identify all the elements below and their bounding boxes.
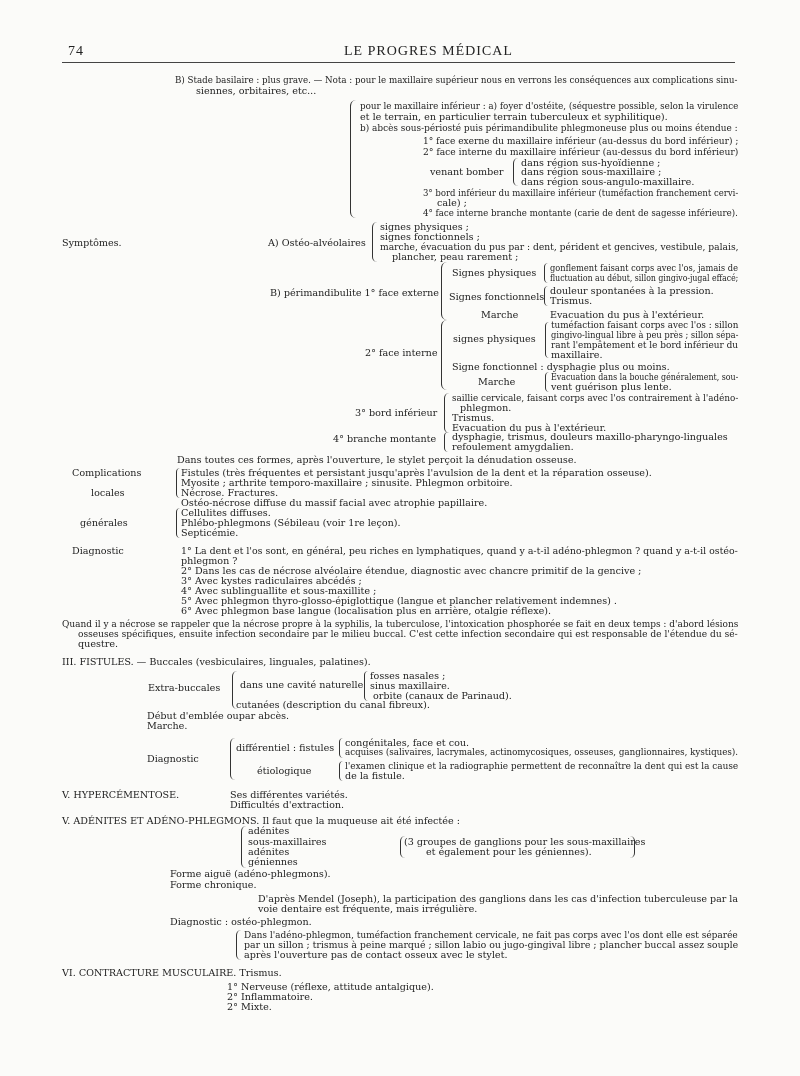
text-line: marche, évacuation du pus par : dent, pérident et gencives, vestibule, palais,	[380, 242, 739, 253]
text-line: phlegmon ?	[181, 556, 238, 567]
brace	[544, 263, 548, 283]
text-line: Nécrose. Fractures.	[181, 488, 279, 499]
brace	[350, 100, 356, 218]
text-line: douleur spontanées à la pression.	[550, 286, 714, 297]
brace	[339, 738, 343, 758]
text-line: refoulement amygdalien.	[452, 442, 574, 453]
text-line: fosses nasales ;	[370, 671, 446, 682]
text-line: dans région sous-angulo-maxillaire.	[521, 177, 695, 188]
text-line: géniennes	[248, 857, 298, 868]
brace	[230, 738, 235, 780]
text-line: gonflement faisant corps avec l'os, jamais de	[550, 263, 738, 274]
text-line: Symptômes.	[62, 238, 122, 249]
brace	[364, 671, 368, 701]
text-line: Forme chronique.	[170, 880, 257, 891]
brace	[241, 826, 246, 868]
text-line: générales	[80, 518, 128, 529]
text-line: Signes physiques	[452, 268, 537, 279]
text-line: siennes, orbitaires, etc...	[196, 86, 317, 97]
text-line: de la fistule.	[345, 771, 405, 782]
brace	[441, 262, 447, 320]
text-line: Signe fonctionnel : dysphagie plus ou moins.	[452, 362, 670, 373]
text-line: b) abcès sous-périosté puis périmandibulite phlegmoneuse plus ou moins étendue :	[360, 123, 738, 134]
text-line: acquises (salivaires, lacrymales, actinomycosiques, osseuses, ganglionnaires, kystiques).	[345, 747, 739, 758]
text-line: (3 groupes de ganglions pour les sous-maxillaires	[404, 837, 646, 848]
text-line: Septicémie.	[181, 528, 239, 539]
text-line: tuméfaction faisant corps avec l'os : sillon	[551, 320, 739, 331]
text-line: dans une cavité naturelle	[240, 680, 364, 691]
brace	[444, 393, 449, 433]
text-line: A) Ostéo-alvéolaires	[268, 238, 366, 249]
text-line: 2° Dans les cas de nécrose alvéolaire étendue, diagnostic avec chancre primitif de la gencive ;	[181, 566, 642, 577]
text-line: vent guérison plus lente.	[551, 382, 672, 393]
text-line: D'après Mendel (Joseph), la participation des ganglions dans les cas d'infection tuberculeuse par la	[258, 894, 739, 905]
text-line: Début d'emblée oupar abcès.	[147, 711, 290, 722]
text-line: Dans toutes ces formes, après l'ouverture, le stylet perçoit la dénudation osseuse.	[177, 455, 577, 466]
text-line: plancher, peau rarement ;	[392, 252, 519, 263]
text-line: B) périmandibulite 1° face externe	[270, 288, 439, 299]
brace	[176, 508, 180, 538]
text-line: VI. CONTRACTURE MUSCULAIRE. Trismus.	[62, 968, 282, 979]
text-line: Diagnostic	[72, 546, 124, 557]
text-line: fluctuation au début, sillon gingivo-jugal effacé;	[550, 273, 739, 284]
page-number: 74	[68, 44, 84, 59]
brace	[444, 432, 448, 452]
text-line: 1° La dent et l'os sont, en général, peu riches en lymphatiques, quand y a-t-il adéno-phlegmon ? quand y a-t-il ostéo-	[181, 546, 738, 557]
text-line: 5° Avec phlegmon thyro-glosso-épiglottique (langue et plancher relativement indemnes) .	[181, 596, 617, 607]
text-line: Evacuation dans la bouche généralement, sou-	[551, 372, 739, 383]
brace	[441, 320, 447, 390]
brace	[544, 286, 548, 306]
text-line: Marche	[478, 377, 516, 388]
text-line: Quand il y a nécrose se rappeler que la nécrose propre à la syphilis, la tuberculose, l'intoxication phosphorée se fait en deux temps : d'abord lésions	[62, 619, 739, 630]
text-line: 2° Inflammatoire.	[227, 992, 313, 1003]
text-line: 6° Avec phlegmon base langue (localisation plus en arrière, otalgie réflexe).	[181, 606, 552, 617]
running-title: LE PROGRES MÉDICAL	[344, 44, 513, 59]
text-line: Signes fonctionnels	[449, 292, 545, 303]
text-line: 3° Avec kystes radiculaires abcédés ;	[181, 576, 362, 587]
brace	[236, 930, 241, 960]
text-line: Diagnostic : ostéo-phlegmon.	[170, 917, 312, 928]
text-line: maxillaire.	[551, 350, 603, 361]
text-line: Cellulites diffuses.	[181, 508, 271, 519]
text-line: 3° bord inférieur	[355, 408, 438, 419]
text-line: osseuses spécifiques, ensuite infection secondaire par le milieu buccal. C'est cette infection secondaire qui est responsable de l'étendue du sé-	[78, 629, 738, 640]
text-line: dans région sous-maxillaire ;	[521, 167, 662, 178]
text-line: voie dentaire est fréquente, mais irrégulière.	[258, 904, 478, 915]
text-line: l'examen clinique et la radiographie permettent de reconnaître la dent qui est la cause	[345, 761, 739, 772]
text-line: 4° branche montante	[333, 434, 437, 445]
text-line: étiologique	[257, 766, 312, 777]
text-line: cutanées (description du canal fibreux).	[236, 700, 430, 711]
brace	[176, 468, 180, 498]
text-line: venant bomber	[430, 167, 504, 178]
text-line: locales	[91, 488, 125, 499]
text-line: Extra-buccales	[148, 683, 221, 694]
text-line: orbite (canaux de Parinaud).	[373, 691, 512, 702]
text-line: cale) ;	[437, 198, 467, 209]
text-line: et également pour les géniennes).	[426, 847, 592, 858]
text-line: Evacuation du pus à l'extérieur.	[550, 310, 705, 321]
text-line: adénites	[248, 826, 290, 837]
text-line: Evacuation du pus à l'extérieur.	[452, 423, 607, 434]
text-line: et le terrain, en particulier terrain tuberculeux et syphilitique).	[360, 112, 668, 123]
text-line: différentiel : fistules	[236, 743, 335, 754]
text-line: B) Stade basilaire : plus grave. — Nota : pour le maxillaire supérieur nous en verrons les conséquences aux complications sinu-	[175, 75, 738, 86]
text-line: saillie cervicale, faisant corps avec l'os contrairement à l'adéno-	[452, 393, 739, 404]
text-line: après l'ouverture pas de contact osseux avec le stylet.	[244, 950, 508, 961]
text-line: V. HYPERCÉMENTOSE.	[62, 790, 180, 801]
header-rule	[62, 62, 735, 63]
text-line: phlegmon.	[460, 403, 512, 414]
brace	[545, 322, 549, 358]
text-line: 4° face interne branche montante (carie de dent de sagesse inférieure).	[423, 208, 738, 219]
text-line: par un sillon ; trismus à peine marqué ; sillon labio ou jugo-gingival libre ; plancher buccal assez souple	[244, 940, 739, 951]
text-line: dans région sus-hyoïdienne ;	[521, 158, 661, 169]
text-line: questre.	[78, 639, 119, 650]
text-line: 4° Avec sublinguallite et sous-maxillite ;	[181, 586, 377, 597]
brace	[513, 158, 518, 186]
text-line: 1° Nerveuse (réflexe, attitude antalgique).	[227, 982, 434, 993]
text-line: Trismus.	[452, 413, 495, 424]
text-line: Diagnostic	[147, 754, 199, 765]
text-line: sinus maxillaire.	[370, 681, 450, 692]
text-line: III. FISTULES. — Buccales (vesbiculaires, linguales, palatines).	[62, 657, 371, 668]
text-line: 2° Mixte.	[227, 1002, 272, 1013]
brace	[372, 222, 377, 262]
text-line: signes physiques ;	[380, 222, 469, 233]
text-line: Trismus.	[550, 296, 593, 307]
text-line: congénitales, face et cou.	[345, 738, 470, 749]
text-line: 2° face interne du maxillaire inférieur (au-dessus du bord inférieur)	[423, 147, 739, 158]
text-line: Dans l'adéno-phlegmon, tuméfaction franchement cervicale, ne fait pas corps avec l'os dont elle est séparée	[244, 930, 738, 941]
text-line: Marche	[481, 310, 519, 321]
text-line: Phlébo-phlegmons (Sébileau (voir 1re leçon).	[181, 518, 401, 529]
text-line: dysphagie, trismus, douleurs maxillo-pharyngo-linguales	[452, 432, 728, 443]
text-line: Complications	[72, 468, 142, 479]
text-line: Myosite ; arthrite temporo-maxillaire ; sinusite. Phlegmon orbitoire.	[181, 478, 513, 489]
brace	[339, 761, 343, 781]
brace	[545, 372, 549, 392]
text-line: Ostéo-nécrose diffuse du massif facial avec atrophie papillaire.	[181, 498, 488, 509]
text-line: signes fonctionnels ;	[380, 232, 480, 243]
text-line: gingivo-lingual libre à peu près ; sillon sépa-	[551, 330, 739, 341]
text-line: 3° bord inférieur du maxillaire inférieur (tuméfaction franchement cervi-	[423, 188, 739, 199]
text-line: Marche.	[147, 721, 188, 732]
text-line: Fistules (très fréquentes et persistant jusqu'après l'avulsion de la dent et la réparation osseuse).	[181, 468, 652, 479]
text-line: Ses différentes variétés.	[230, 790, 348, 801]
text-line: pour le maxillaire inférieur : a) foyer d'ostéite, (séquestre possible, selon la virulence	[360, 101, 739, 112]
text-line: Difficultés d'extraction.	[230, 800, 345, 811]
text-line: Forme aiguë (adéno-phlegmons).	[170, 869, 331, 880]
text-line: adénites	[248, 847, 290, 858]
text-line: 2° face interne	[365, 348, 438, 359]
text-line: sous-maxillaires	[248, 837, 327, 848]
text-line: rant l'empâtement et le bord inférieur du	[551, 340, 739, 351]
text-line: signes physiques	[453, 334, 536, 345]
text-line: 1° face exerne du maxillaire inférieur (au-dessus du bord inférieur) ;	[423, 136, 739, 147]
text-line: V. ADÉNITES ET ADÉNO-PHLEGMONS. Il faut que la muqueuse ait été infectée :	[62, 816, 460, 827]
